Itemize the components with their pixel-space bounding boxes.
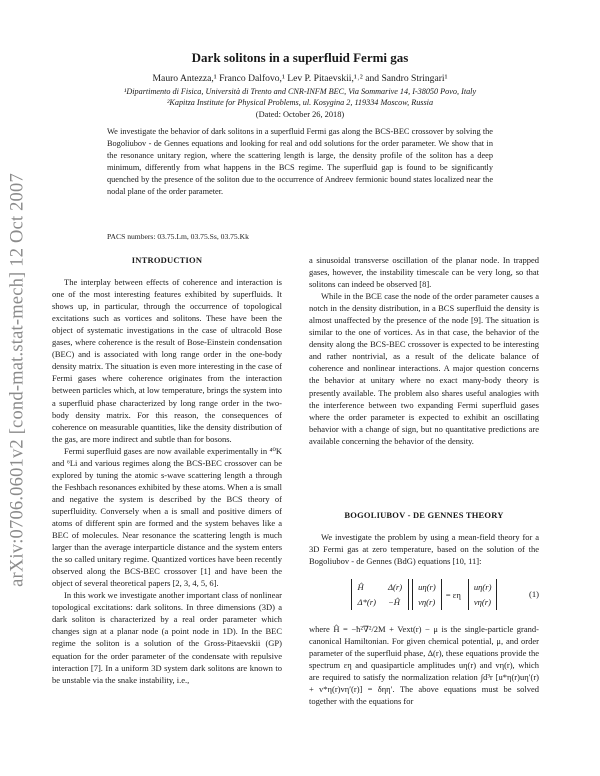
section-heading-introduction: INTRODUCTION (131, 255, 203, 265)
arxiv-stamp-text: arXiv:0706.0601v2 [cond-mat.stat-mech] 12 Oct 2007 (7, 173, 28, 587)
date-line: (Dated: October 26, 2018) (255, 110, 345, 119)
author-list: Mauro Antezza,¹ Franco Dalfovo,¹ Lev P. Pitaevskii,¹˒² and Sandro Stringari¹ (152, 73, 448, 84)
left-column (52, 254, 282, 686)
amplitude-vector-right (468, 579, 498, 610)
vector-entry: uη(r) (473, 582, 492, 593)
arxiv-stamp (3, 170, 33, 590)
bdg-equation (309, 575, 539, 615)
paragraph: a sinusoidal transverse oscillation of the planar node. In trapped gases, however, the instability timescale can be very long, so that solitons can indeed be observed [8]. (309, 255, 539, 290)
equation-equals-eigenvalue: = εη (445, 589, 461, 600)
amplitude-vector-left (412, 579, 442, 610)
abstract: We investigate the behavior of dark solitons in a superfluid Fermi gas along the BCS-BEC crossover by solving the Bogoliubov - de Gennes equations and looking for real and odd solutions for the order parameter. We show that in the resonance unitary region, where the scattering length is large, the density profile of the soliton has a deep minimum, differently from what happens in the BCS regime. The superfluid gap is found to be significantly quenched by the presence of the soliton due to the occurrence of Andreev fermionic bound states localized near the nodal plane of the order parameter. (107, 127, 493, 197)
paragraph: While in the BCE case the node of the order parameter causes a notch in the density distribution, in a BCS superfluid the density is almost unaffected by the presence of the node [9]. The situation is similar to the one of vortices. As in that case, the behavior of the density along the BCS-BEC crossover is expected to be interesting and rather nontrivial, as a result of the delicate balance of coherence and nonlinear interactions. A major question concerns the behavior at unitary where no exact many-body theory is presently available. The problem also shares useful analogies with the interference between two expanding Fermi superfluid gases where the order parameter is expected to exhibit an oscillating behavior with a change of sign, but no quantitative predictions are available concerning the behavior of the density. (309, 291, 539, 446)
paragraph: where Ĥ = −ħ²∇²/2M + Vext(r) − μ is the single-particle grand-canonical Hamiltonian. For given chemical potential, μ, and order parameter of the superfluid phase, Δ(r), these equations provide the spectrum εη and quasiparticle amplitudes uη(r) and vη(r), which are required to satisfy the normalization relation ∫d³r [u*η(r)uη′(r) + v*η(r)vη′(r)] = δηη′. The above equations must be solved together with the equations for (309, 623, 539, 707)
affiliation-1: ¹Dipartimento di Fisica, Università di Trento and CNR-INFM BEC, Via Sommarive 14, I-38050 Povo, Italy (123, 87, 477, 96)
paragraph: In this work we investigate another important class of nonlinear topological excitations: dark solitons. In three dimensions (3D) a dark soliton is characterized by a real order parameter which changes sign at a planar node (a point node in 1D). In the BEC regime the soliton is a solution of the Gross-Pitaevskii (GP) equation for the order parameter of the condensate with repulsive interaction [7]. In a uniform 3D system dark solitons are known to be unstable via the snake instability, i.e., (52, 590, 282, 685)
affiliation-2: ²Kapitza Institute for Physical Problems, ul. Kosygina 2, 119334 Moscow, Russia (166, 98, 434, 107)
section-heading-bdg-theory: BOGOLIUBOV - DE GENNES THEORY (344, 509, 504, 520)
hamiltonian-matrix (351, 579, 410, 610)
right-column (309, 254, 539, 707)
vector-entry: vη(r) (418, 597, 436, 608)
matrix-entry: Δ*(r) (357, 597, 376, 608)
equation-number: (1) (528, 588, 539, 599)
vector-entry: vη(r) (473, 597, 491, 608)
matrix-entry: Δ(r) (387, 582, 403, 593)
vector-entry: uη(r) (418, 582, 436, 593)
paragraph: The interplay between effects of coherence and interaction is one of the most interesting features exhibited by superfluids. It shows up, in particular, through the occurrence of topological excitations such as vortices and solitons. These have been the object of systematic investigations in the case of ultracold Bose gases, where coherence is the result of Bose-Einstein condensation (BEC) and is associated with long range order in the one-body density matrix. The situation is even more interesting in the case of Fermi gases where coherence originates from the interaction between particles which, at low temperature, brings the system into a superfluid phase characterized by long range order in the two-body density matrix. For this reason, the consequences of coherence on measurable quantities, like the density distribution of the gas, are more indirect and subtle than for bosons. (52, 277, 282, 444)
pacs-numbers: PACS numbers: 03.75.Lm, 03.75.Ss, 03.75.Kk (107, 232, 249, 241)
matrix-entry: −Ĥ (387, 597, 400, 608)
matrix-entry: Ĥ (357, 582, 364, 593)
paragraph: We investigate the problem by using a mean-field theory for a 3D Fermi gas at zero temperature, based on the solution of the Bogoliubov - de Gennes (BdG) equations [10, 11]: (309, 531, 539, 566)
paragraph: Fermi superfluid gases are now available experimentally in ⁴⁰K and ⁶Li and various regimes along the BCS-BEC crossover can be explored by tuning the atomic s-wave scattering length a through the Feshbach resonances exhibited by these atoms. When a is small and negative the system is described by the BCS theory of superfluidity. Conversely when a is small and positive dimers of atoms of different spin are formed and the system behaves like a BEC of molecules. Near resonance the scattering length is much larger than the average interparticle distance and the system enters the so called unitary regime. Quantized vortices have been recently observed along the BCS-BEC crossover [1] and have been the object of several theoretical papers [2, 3, 4, 5, 6]. (52, 445, 282, 589)
paper-title: Dark solitons in a superfluid Fermi gas (191, 50, 409, 65)
